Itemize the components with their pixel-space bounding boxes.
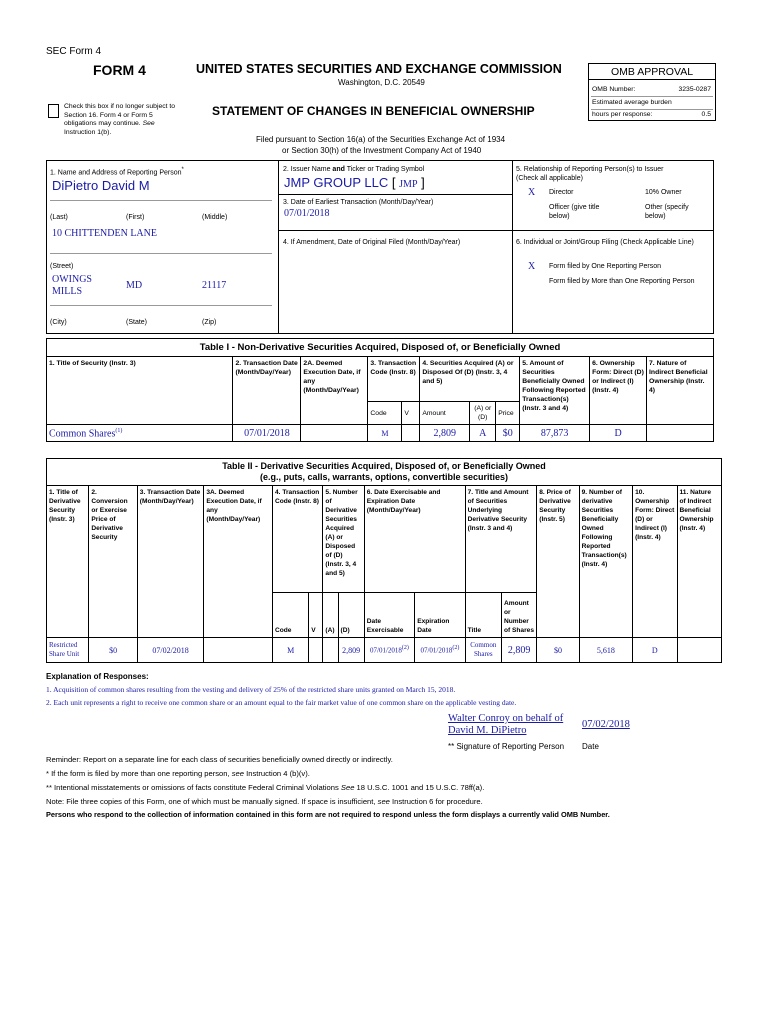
t1-price: $0 [496,425,520,442]
omb-title: OMB APPROVAL [589,64,715,80]
t1-form: D [590,425,647,442]
relationship-label: 5. Relationship of Reporting Person(s) to Issuer (Check all applicable) [516,166,664,182]
t2-transaction-date: 07/02/2018 [137,638,204,663]
signature-date: 07/02/2018 [582,719,630,730]
zip-value: 21117 [202,280,227,291]
t1-sub-code: Code [368,402,402,425]
state-value: MD [126,280,143,291]
t2-h11: 11. Nature of Indirect Beneficial Ownership (Instr. 4) [677,486,722,638]
t2-h6: 6. Date Exercisable and Expiration Date (Month/Day/Year) [364,486,465,593]
omb-approval-box [588,63,716,121]
t2-sub-title: Title [465,593,501,638]
t1-security-title: Common Shares$^{(1)}$ [47,425,233,442]
t1-h1: 1. Title of Security (Instr. 3) [47,357,233,425]
earliest-transaction-label: 3. Date of Earliest Transaction (Month/Day/Year) [283,199,434,206]
agency-location: Washington, D.C. 20549 [338,78,425,87]
table1-non-derivative [46,356,714,442]
t2-conversion-price: $0 [89,638,137,663]
t2-owned: 5,618 [579,638,632,663]
t2-h9: 9. Number of derivative Securities Beneficially Owned Following Reported Transaction(s) (Instr. 4) [579,486,632,638]
t1-sub-amount: Amount [420,402,470,425]
t1-h4: 4. Securities Acquired (A) or Disposed Of (D) (Instr. 3, 4 and 5) [420,357,520,402]
t1-h7: 7. Nature of Indirect Beneficial Ownership (Instr. 4) [647,357,714,425]
t2-security-title: Restricted Share Unit [47,638,89,663]
reporting-person-label: 1. Name and Address of Reporting Person* [50,167,184,177]
ten-percent-owner-label: 10% Owner [645,189,682,196]
note-multiple-persons: * If the form is filed by more than one reporting person, see Instruction 4 (b)(v). [46,769,310,778]
explanation-title: Explanation of Responses: [46,672,149,681]
t1-amount: 2,809 [420,425,470,442]
statement-title: STATEMENT OF CHANGES IN BENEFICIAL OWNERSHIP [212,104,535,118]
state-label: (State) [126,319,148,326]
issuer-ticker: JMP [399,179,418,190]
t2-h3: 3. Transaction Date (Month/Day/Year) [137,486,204,638]
t2-sub-v: V [309,593,323,638]
t2-price: $0 [537,638,579,663]
t2-expiration-date: 07/01/2018$^{(2)}$ [415,638,465,663]
omb-number-value: 3235-0287 [678,86,711,93]
filed-pursuant-line1: Filed pursuant to Section 16(a) of the Securities Exchange Act of 1934 [256,135,506,144]
first-label: (First) [126,214,145,221]
t1-v [402,425,420,442]
t1-sub-v: V [402,402,420,425]
t2-sub-code: Code [272,593,308,638]
t2-h5: 5. Number of Derivative Securities Acquired (A) or Disposed of (D) (Instr. 3, 4 and 5) [323,486,364,593]
t1-code: M [368,425,402,442]
checkbox-text: Check this box if no longer subject to Section 16. Form 4 or Form 5 obligations may continue. See Instruction 1(b). [64,103,176,136]
t1-transaction-date: 07/01/2018 [233,425,301,442]
t2-underlying-amount: 2,809 [501,638,536,663]
omb-hours-value: 0.5 [701,111,711,118]
table2-title: Table II - Derivative Securities Acquired, Disposed of, or Beneficially Owned (e.g., puts, calls, warrants, options, convertible securities) [46,458,722,485]
t2-date-exercisable: 07/01/2018$^{(2)}$ [364,638,414,663]
t1-owned: 87,873 [520,425,590,442]
other-label: Other (specify below) [645,204,689,220]
one-person-check[interactable]: X [528,261,536,272]
filing-type-label: 6. Individual or Joint/Group Filing (Check Applicable Line) [516,239,694,246]
agency-title: UNITED STATES SECURITIES AND EXCHANGE COMMISSION [196,62,562,76]
street-label: (Street) [50,263,74,270]
table-row [47,425,714,442]
director-label: Director [549,189,574,196]
t2-h1: 1. Title of Derivative Security (Instr. 3) [47,486,89,638]
last-label: (Last) [50,214,68,221]
t2-sub-d: (D) [338,593,364,638]
t1-h6: 6. Ownership Form: Direct (D) or Indirect (I) (Instr. 4) [590,357,647,425]
filed-pursuant-line2: or Section 30(h) of the Investment Company Act of 1940 [282,146,482,155]
t2-code: M [272,638,308,663]
issuer-name-label: 2. Issuer Name and Ticker or Trading Symbol [283,166,425,173]
t2-h3a: 3A. Deemed Execution Date, if any (Month/Day/Year) [204,486,273,638]
t1-sub-ad: (A) or (D) [470,402,496,425]
t2-deemed-date [204,638,273,663]
t2-h8: 8. Price of Derivative Security (Instr. 5) [537,486,579,638]
t1-nature [647,425,714,442]
signature-label: ** Signature of Reporting Person [448,742,565,751]
signature-date-label: Date [582,742,599,751]
table-row [47,638,722,663]
t2-acquired [323,638,338,663]
t2-nature [677,638,722,663]
t2-h7: 7. Title and Amount of Securities Underlying Derivative Security (Instr. 3 and 4) [465,486,537,593]
zip-label: (Zip) [202,319,217,326]
table2-derivative [46,485,722,663]
t2-v [309,638,323,663]
amendment-date-label: 4. If Amendment, Date of Original Filed (Month/Day/Year) [283,239,461,246]
sec-form-label: SEC Form 4 [46,46,102,57]
t2-sub-a: (A) [323,593,338,638]
no-longer-subject-checkbox[interactable] [48,104,59,120]
note-copies: Note: File three copies of this Form, one of which must be manually signed. If space is insufficient, see Instruction 6 for procedure. [46,797,483,806]
footnote-1: 1. Acquisition of common shares resulting from the vesting and delivery of 25% of the restricted share units granted on March 15, 2018. [46,685,456,694]
omb-hours-label: hours per response: [592,111,653,118]
t2-sub-amount: Amount or Number of Shares [501,593,536,638]
more-persons-label: Form filed by More than One Reporting Person [549,278,695,285]
city-value: OWINGS MILLS [52,274,92,297]
note-omb: Persons who respond to the collection of information contained in this form are not required to respond unless the form displays a currently valid OMB Number. [46,810,610,819]
t2-sub-exercisable: Date Exercisable [364,593,414,638]
issuer-name: JMP GROUP LLC [ JMP ] [284,175,425,190]
footnote-2: 2. Each unit represents a right to receive one common share or an amount equal to the fair market value of one common share on the applicable vesting date. [46,698,517,707]
t1-sub-price: Price [496,402,520,425]
reminder-note: Reminder: Report on a separate line for each class of securities beneficially owned directly or indirectly. [46,755,393,764]
omb-burden-label: Estimated average burden [592,99,672,106]
table1-title: Table I - Non-Derivative Securities Acquired, Disposed of, or Beneficially Owned [46,338,714,356]
t1-h3: 3. Transaction Code (Instr. 8) [368,357,420,402]
omb-number-label: OMB Number: [592,86,636,93]
note-misstatements: ** Intentional misstatements or omissions of facts constitute Federal Criminal Violations See 18 U.S.C. 1001 and 15 U.S.C. 78ff(a). [46,783,485,792]
t2-form: D [633,638,677,663]
earliest-transaction-date: 07/01/2018 [284,208,330,219]
t2-h4: 4. Transaction Code (Instr. 8) [272,486,322,593]
t1-deemed-date [301,425,368,442]
t2-underlying-title: Common Shares [465,638,501,663]
street-address: 10 CHITTENDEN LANE [52,228,157,239]
officer-label: Officer (give title below) [549,204,600,220]
middle-label: (Middle) [202,214,228,221]
t1-h5: 5. Amount of Securities Beneficially Owned Following Reported Transaction(s) (Instr. 3 and 4) [520,357,590,425]
form-title: FORM 4 [93,62,146,78]
t1-h2: 2. Transaction Date (Month/Day/Year) [233,357,301,425]
t2-h2: 2. Conversion or Exercise Price of Derivative Security [89,486,137,638]
signature-name: Walter Conroy on behalf of David M. DiPietro [448,713,564,736]
t2-disposed: 2,809 [338,638,364,663]
t2-sub-expiration: Expiration Date [415,593,465,638]
city-label: (City) [50,319,67,326]
reporting-person-name: DiPietro David M [52,178,150,193]
director-check[interactable]: X [528,187,536,198]
one-person-label: Form filed by One Reporting Person [549,263,662,270]
t1-ad: A [470,425,496,442]
t2-h10: 10. Ownership Form: Direct (D) or Indirect (I) (Instr. 4) [633,486,677,638]
t1-h2a: 2A. Deemed Execution Date, if any (Month/Day/Year) [301,357,368,425]
